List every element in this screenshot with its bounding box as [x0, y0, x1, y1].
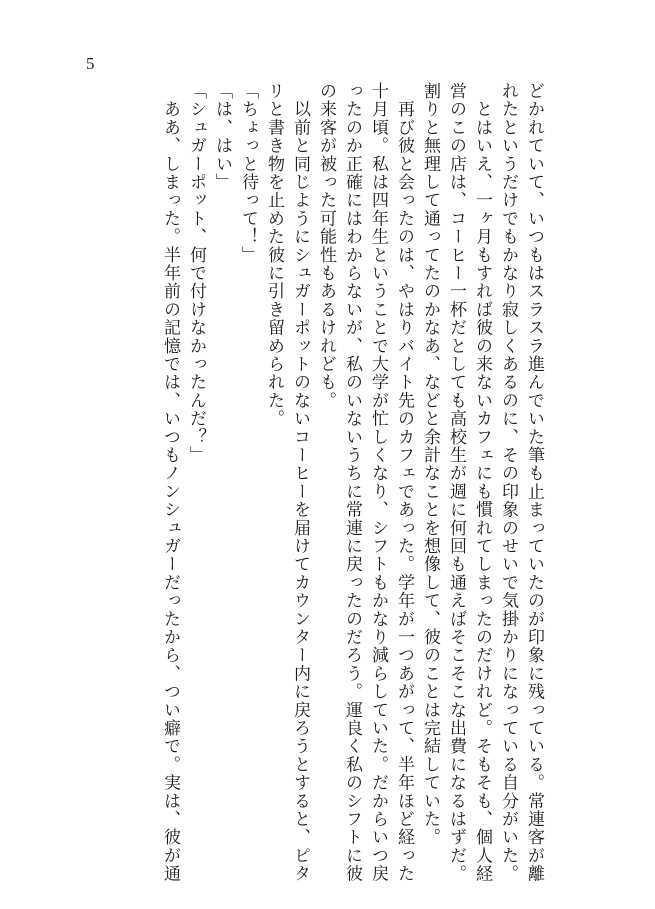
text-line-3: とはいえ、一ヶ月もすれば彼の来ないカフェにも慣れてしまったのだけれど。そもそも、個人経 [472, 82, 492, 883]
text-line-12: 「ちょっと待って！」 [238, 82, 258, 264]
text-line-2: れたというだけでもかなり寂しくあるのに、その印象のせいで気掛かりになっている自分がいた。 [498, 82, 518, 883]
text-line-6: 再び彼と会ったのは、やはりバイト先のカフェであった。学年が一つあがって、半年ほど経った [394, 82, 414, 883]
text-line-7: 十月頃。私は四年生ということで大学が忙しくなり、シフトもかなり減らしていた。だからいつ戻 [368, 82, 388, 883]
text-line-11: リと書き物を止めた彼に引き留められた。 [264, 82, 284, 428]
text-line-4: 営のこの店は、コーヒー一杯だとしても高校生が週に何回も通えばそこそこな出費になるはずだ。 [446, 82, 466, 883]
text-line-1: どかれていて、いつもはスラスラ進んでいた筆も止まっていたのが印象に残っている。常連客が離 [524, 82, 544, 883]
text-line-8: ったのか正確にはわからないが、私のいないうちに常連に戻ったのだろう。運良く私のシフトに彼 [342, 82, 362, 883]
page-number: 5 [86, 54, 95, 73]
text-line-9: の来客が被った可能性もあるけれども。 [316, 82, 336, 410]
text-line-13: 「は、はい」 [212, 82, 232, 192]
text-line-10: 以前と同じようにシュガーポットのないコーヒーを届けてカウンター内に戻ろうとすると、ピタ [290, 82, 310, 883]
text-line-14: 「シュガーポット、何で付けなかったんだ？」 [186, 82, 206, 465]
text-line-5: 割りと無理して通ってたのかなあ、などと余計なことを想像して、彼のことは完結していた。 [420, 82, 440, 847]
text-line-15: ああ、しまった。半年前の記憶では、いつもノンシュガーだったから、つい癖で。実は、彼が通 [160, 82, 180, 883]
